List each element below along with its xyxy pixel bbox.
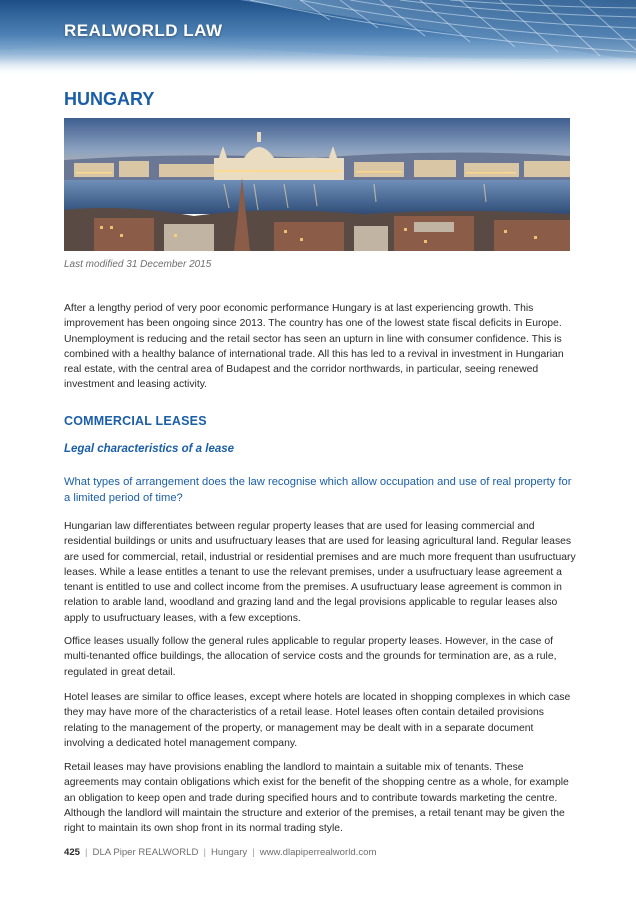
page-number: 425 [64,847,81,858]
footer-separator: | [203,847,206,858]
section-subheading: Legal characteristics of a lease [64,443,235,455]
footer-separator: | [85,847,88,858]
page-title: HUNGARY [64,89,155,109]
intro-paragraph: After a lengthy period of very poor economic performance Hungary is at last experiencing growth. This improvement has been ongoing since 2013. The country has one of the lowest state fiscal deficits in Europe. Unemployment is reducing and the retail sector has seen an upturn in line with consumer confidence. This is combined with a healthy balance of international trade. All this has led to a revival in investment in Hungarian real estate, with the central area of Budapest and the corridor northwards, in particular, seeing renewed investment and leasing activity. [64,303,564,391]
paragraph-lease-types: Hungarian law differentiates between regular property leases that are used for leasing commercial and residential buildings or units and usufructuary leases that are used for leasing agricultural land. Regular leases are used for commercial, retail, industrial or residential premises and are much more frequent than usufructuary leases. While a lease entitles a tenant to use the relevant premises, under a usufructuary lease agreement a tenant is entitled to use and collect income from the premises. A usufructuary lease agreement is common in relation to arable land, woodland and grazing land and the legal provisions applicable to regular leases also apply to usufructuary leases, with a few exceptions. [64,521,576,624]
last-modified-date: Last modified 31 December 2015 [64,259,212,270]
question-heading: What types of arrangement does the law recognise which allow occupation and use of real property for a limited period of time? [64,476,572,504]
paragraph-office-leases: Office leases usually follow the general rules applicable to regular property leases. However, in the case of multi-tenanted office buildings, the allocation of service costs and the grounds for termination are, as a rule, regulated in great detail. [64,636,557,678]
footer-website-link[interactable]: www.dlapiperrealworld.com [259,847,377,858]
banner-title: REALWORLD LAW [64,21,223,40]
page-footer [64,847,376,858]
section-heading: COMMERCIAL LEASES [64,414,207,428]
budapest-parliament-photo [64,118,570,251]
paragraph-hotel-leases: Hotel leases are similar to office leases, except where hotels are located in shopping complexes in which case they may have more of the characteristics of a retail lease. Hotel leases often contain detailed provisions relating to the management of the property, or management may be dealt with in a separate document involving a dedicated hotel management company. [64,692,571,749]
footer-publisher: DLA Piper REALWORLD [92,847,199,858]
footer-separator: | [252,847,255,858]
header-banner [0,0,636,78]
paragraph-retail-leases: Retail leases may have provisions enabling the landlord to maintain a suitable mix of tenants. These agreements may contain obligations which exist for the benefit of the shopping centre as a whole, for example an obligation to keep open and trade during specified hours and to contribute towards marketing the centre. Although the landlord will maintain the structure and exterior of the premises, a retail tenant may be given the right to maintain its own shop front in its normal trading style. [64,762,569,835]
footer-country: Hungary [210,847,248,858]
